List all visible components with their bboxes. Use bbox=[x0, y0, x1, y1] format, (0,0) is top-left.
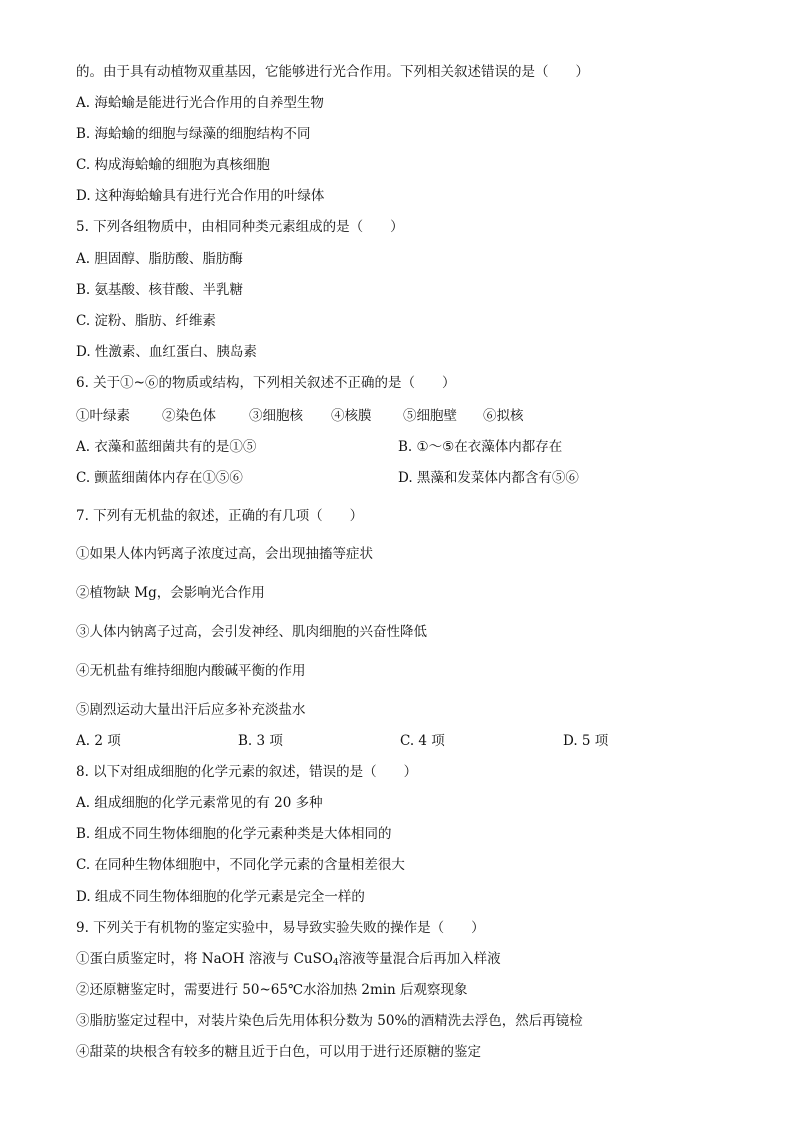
q5-option-a[interactable]: A. 胆固醇、脂肪酸、脂肪酶 bbox=[76, 251, 243, 267]
q4-option-d[interactable]: D. 这种海蛤蝓具有进行光合作用的叶绿体 bbox=[76, 188, 325, 204]
q6-item-2: ②染色体 bbox=[162, 408, 216, 424]
q7-statement-4: ④无机盐有维持细胞内酸碱平衡的作用 bbox=[76, 663, 306, 679]
q5-stem: 5. 下列各组物质中，由相同种类元素组成的是（ ） bbox=[76, 219, 404, 235]
q7-statement-1: ①如果人体内钙离子浓度过高，会出现抽搐等症状 bbox=[76, 546, 373, 562]
q4-stem-tail: 的。由于具有动植物双重基因，它能够进行光合作用。下列相关叙述错误的是（ ） bbox=[76, 64, 589, 80]
q9-statement-4: ④甜菜的块根含有较多的糖且近于白色，可以用于进行还原糖的鉴定 bbox=[76, 1044, 481, 1060]
q6-option-b[interactable]: B. ①～⑤在衣藻体内都存在 bbox=[398, 439, 563, 455]
q9-statement-1-post: 溶液等量混合后再加入样液 bbox=[338, 951, 501, 967]
q6-item-3: ③细胞核 bbox=[249, 408, 303, 424]
q7-option-b[interactable]: B. 3 项 bbox=[238, 733, 283, 749]
q6-stem: 6. 关于①~⑥的物质或结构，下列相关叙述不正确的是（ ） bbox=[76, 375, 456, 391]
q6-option-c[interactable]: C. 颤蓝细菌体内存在①⑤⑥ bbox=[76, 470, 243, 486]
q9-statement-1-pre: ①蛋白质鉴定时，将 NaOH 溶液与 CuSO bbox=[76, 951, 333, 967]
q7-statement-3: ③人体内钠离子过高，会引发神经、肌肉细胞的兴奋性降低 bbox=[76, 624, 427, 640]
q9-stem: 9. 下列关于有机物的鉴定实验中，易导致实验失败的操作是（ ） bbox=[76, 920, 485, 936]
q6-item-4: ④核膜 bbox=[331, 408, 372, 424]
q4-option-c[interactable]: C. 构成海蛤蝓的细胞为真核细胞 bbox=[76, 157, 270, 173]
q8-option-a[interactable]: A. 组成细胞的化学元素常见的有 20 多种 bbox=[76, 795, 323, 811]
q7-option-a[interactable]: A. 2 项 bbox=[76, 733, 121, 749]
q7-option-c[interactable]: C. 4 项 bbox=[400, 733, 445, 749]
q5-option-c[interactable]: C. 淀粉、脂肪、纤维素 bbox=[76, 313, 216, 329]
q8-option-c[interactable]: C. 在同种生物体细胞中，不同化学元素的含量相差很大 bbox=[76, 857, 405, 873]
q4-option-b[interactable]: B. 海蛤蝓的细胞与绿藻的细胞结构不同 bbox=[76, 126, 311, 142]
q8-stem: 8. 以下对组成细胞的化学元素的叙述，错误的是（ ） bbox=[76, 764, 418, 780]
q9-statement-1-sub: 4 bbox=[332, 958, 339, 968]
q9-statement-2: ②还原糖鉴定时，需要进行 50~65℃水浴加热 2min 后观察现象 bbox=[76, 982, 468, 998]
q7-statement-5: ⑤剧烈运动大量出汗后应多补充淡盐水 bbox=[76, 702, 306, 718]
q9-statement-3: ③脂肪鉴定过程中，对装片染色后先用体积分数为 50%的酒精洗去浮色，然后再镜检 bbox=[76, 1013, 583, 1029]
q7-stem: 7. 下列有无机盐的叙述，正确的有几项（ ） bbox=[76, 508, 364, 524]
q7-option-d[interactable]: D. 5 项 bbox=[563, 733, 609, 749]
q6-item-1: ①叶绿素 bbox=[76, 408, 130, 424]
q6-option-a[interactable]: A. 衣藻和蓝细菌共有的是①⑤ bbox=[76, 439, 257, 455]
q6-item-5: ⑤细胞壁 bbox=[403, 408, 457, 424]
q9-statement-1 bbox=[76, 950, 501, 972]
q8-option-d[interactable]: D. 组成不同生物体细胞的化学元素是完全一样的 bbox=[76, 889, 365, 905]
q6-item-6: ⑥拟核 bbox=[483, 408, 524, 424]
q7-statement-2: ②植物缺 Mg，会影响光合作用 bbox=[76, 585, 265, 601]
q8-option-b[interactable]: B. 组成不同生物体细胞的化学元素种类是大体相同的 bbox=[76, 826, 392, 842]
q6-option-d[interactable]: D. 黑藻和发菜体内都含有⑤⑥ bbox=[398, 470, 579, 486]
q4-option-a[interactable]: A. 海蛤蝓是能进行光合作用的自养型生物 bbox=[76, 95, 324, 111]
q5-option-d[interactable]: D. 性激素、血红蛋白、胰岛素 bbox=[76, 344, 257, 360]
q5-option-b[interactable]: B. 氨基酸、核苷酸、半乳糖 bbox=[76, 282, 244, 298]
